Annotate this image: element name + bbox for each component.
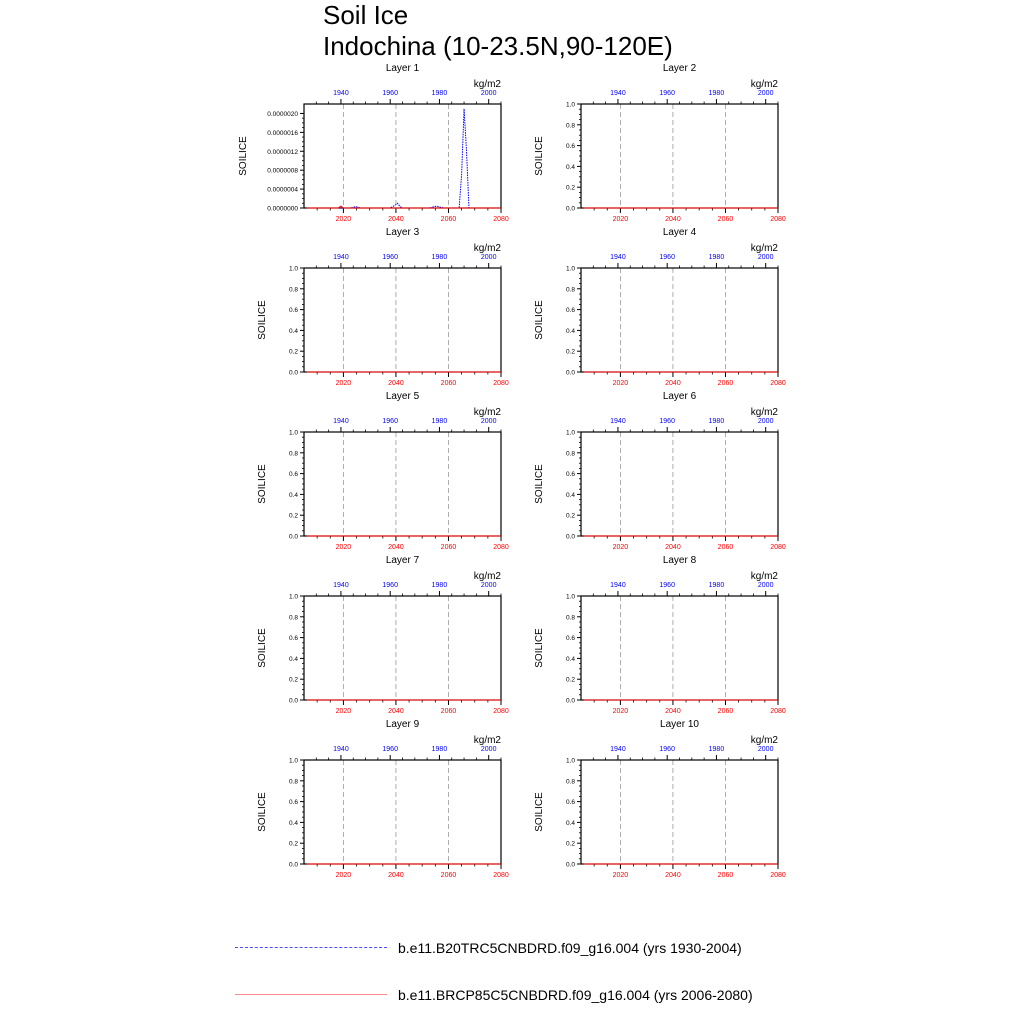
y-tick-label: 0.8	[288, 614, 298, 622]
y-tick-label: 0.2	[565, 512, 575, 520]
y-tick-label: 1.0	[565, 593, 575, 601]
y-tick-label: 0.0	[288, 369, 298, 377]
x-bottom-tick-label: 2080	[770, 708, 786, 715]
x-bottom-tick-label: 2020	[335, 544, 352, 551]
y-tick-label: 0.6	[288, 471, 298, 479]
x-top-tick-label: 1960	[382, 90, 398, 97]
units-label: kg/m2	[750, 735, 778, 746]
y-tick-label: 0.8	[565, 778, 575, 786]
y-tick-label: 1.0	[565, 265, 575, 273]
x-top-tick-label: 1960	[382, 582, 398, 589]
x-top-tick-label: 1960	[382, 418, 398, 425]
x-top-tick-label: 1940	[610, 418, 626, 425]
y-tick-label: 0.8	[565, 614, 575, 622]
x-bottom-tick-label: 2020	[612, 708, 629, 715]
plot-frame	[304, 432, 501, 536]
legend-label-future: b.e11.BRCP85C5CNBDRD.f09_g16.004 (yrs 2006-2080)	[398, 987, 753, 1003]
x-bottom-tick-label: 2040	[388, 872, 404, 879]
y-axis-label: SOILICE	[238, 136, 249, 176]
x-bottom-tick-label: 2040	[665, 872, 681, 879]
x-top-tick-label: 2000	[757, 418, 774, 425]
x-top-tick-label: 2000	[757, 582, 774, 589]
y-axis-label: SOILICE	[534, 792, 545, 832]
x-bottom-tick-label: 2060	[717, 872, 734, 879]
x-top-tick-label: 2000	[480, 746, 497, 753]
y-tick-label: 0.2	[565, 348, 575, 356]
x-top-tick-label: 1980	[708, 418, 725, 425]
units-label: kg/m2	[473, 735, 501, 746]
x-top-tick-label: 1980	[708, 582, 725, 589]
units-label: kg/m2	[750, 79, 778, 90]
y-tick-label: 0.8	[565, 122, 575, 130]
x-bottom-tick-label: 2040	[665, 216, 681, 223]
x-bottom-tick-label: 2040	[665, 544, 681, 551]
legend-entry-historical	[230, 936, 830, 960]
x-bottom-tick-label: 2060	[717, 544, 734, 551]
x-top-tick-label: 1940	[333, 418, 349, 425]
x-top-tick-label: 2000	[757, 254, 774, 261]
x-bottom-tick-label: 2020	[612, 216, 629, 223]
legend-swatch-future	[235, 994, 387, 995]
x-top-tick-label: 1980	[431, 582, 448, 589]
x-bottom-tick-label: 2080	[493, 380, 509, 387]
x-bottom-tick-label: 2060	[717, 708, 734, 715]
y-tick-label: 0.6	[565, 799, 575, 807]
y-tick-label: 0.2	[565, 840, 575, 848]
panel-title: Layer 3	[385, 227, 420, 238]
x-top-tick-label: 1960	[659, 254, 675, 261]
x-bottom-tick-label: 2020	[335, 708, 352, 715]
x-bottom-tick-label: 2080	[493, 216, 509, 223]
x-bottom-tick-label: 2060	[717, 380, 734, 387]
y-tick-label: 0.4	[565, 491, 575, 499]
plot-frame	[581, 760, 778, 864]
y-axis-label: SOILICE	[534, 136, 545, 176]
x-top-tick-label: 2000	[480, 254, 497, 261]
y-tick-label: 0.2	[288, 512, 298, 520]
chart-title-line1: Soil Ice	[323, 0, 409, 30]
legend-label-historical: b.e11.B20TRC5CNBDRD.f09_g16.004 (yrs 1930-2004)	[398, 940, 742, 956]
y-tick-label: 0.0000000	[267, 205, 298, 213]
x-bottom-tick-label: 2060	[440, 872, 457, 879]
y-tick-label: 0.2	[565, 184, 575, 192]
plot-frame	[304, 760, 501, 864]
y-tick-label: 0.0	[565, 861, 575, 869]
chart-panel-layer-9	[257, 719, 509, 879]
y-tick-label: 0.2	[288, 348, 298, 356]
chart-title-line2: Indochina (10-23.5N,90-120E)	[323, 31, 673, 61]
x-bottom-tick-label: 2040	[388, 708, 404, 715]
y-tick-label: 1.0	[565, 757, 575, 765]
y-axis-label: SOILICE	[534, 300, 545, 340]
plot-frame	[581, 432, 778, 536]
x-top-tick-label: 1940	[333, 582, 349, 589]
y-tick-label: 0.0	[565, 205, 575, 213]
y-tick-label: 0.6	[565, 307, 575, 315]
legend-entry-future	[230, 983, 830, 1007]
y-tick-label: 0.2	[565, 676, 575, 684]
y-axis-label: SOILICE	[534, 464, 545, 504]
y-tick-label: 0.4	[565, 327, 575, 335]
x-bottom-tick-label: 2020	[612, 544, 629, 551]
x-bottom-tick-label: 2020	[612, 380, 629, 387]
x-bottom-tick-label: 2020	[335, 216, 352, 223]
x-top-tick-label: 1960	[382, 254, 398, 261]
chart-panel-layer-7	[257, 555, 509, 715]
x-top-tick-label: 1940	[610, 746, 626, 753]
panel-title: Layer 10	[660, 719, 699, 730]
panel-title: Layer 2	[662, 63, 697, 74]
plot-frame	[304, 104, 501, 208]
x-bottom-tick-label: 2040	[388, 216, 404, 223]
panel-title: Layer 6	[662, 391, 697, 402]
legend-swatch-historical	[235, 947, 387, 948]
x-bottom-tick-label: 2060	[717, 216, 734, 223]
panel-title: Layer 5	[385, 391, 420, 402]
x-top-tick-label: 1980	[708, 746, 725, 753]
chart-panel-layer-5	[257, 391, 509, 551]
y-tick-label: 1.0	[288, 265, 298, 273]
x-top-tick-label: 1980	[431, 254, 448, 261]
x-bottom-tick-label: 2060	[440, 544, 457, 551]
x-bottom-tick-label: 2040	[665, 708, 681, 715]
x-top-tick-label: 1980	[708, 254, 725, 261]
y-tick-label: 0.0000016	[267, 129, 298, 137]
y-tick-label: 0.4	[288, 327, 298, 335]
x-top-tick-label: 1980	[431, 418, 448, 425]
x-top-tick-label: 2000	[480, 90, 497, 97]
y-tick-label: 0.4	[288, 491, 298, 499]
y-tick-label: 0.6	[565, 471, 575, 479]
units-label: kg/m2	[473, 243, 501, 254]
x-bottom-tick-label: 2080	[770, 872, 786, 879]
x-top-tick-label: 1940	[610, 582, 626, 589]
y-tick-label: 0.4	[288, 655, 298, 663]
units-label: kg/m2	[750, 571, 778, 582]
series-line-future	[307, 206, 501, 208]
y-axis-label: SOILICE	[534, 628, 545, 668]
x-bottom-tick-label: 2040	[665, 380, 681, 387]
x-bottom-tick-label: 2020	[612, 872, 629, 879]
x-top-tick-label: 1980	[708, 90, 725, 97]
x-top-tick-label: 1960	[659, 418, 675, 425]
y-tick-label: 0.0	[565, 369, 575, 377]
y-tick-label: 0.0000020	[267, 110, 298, 118]
chart-panel-layer-3	[257, 227, 509, 387]
y-tick-label: 0.4	[288, 819, 298, 827]
y-tick-label: 0.8	[288, 778, 298, 786]
x-bottom-tick-label: 2040	[388, 544, 404, 551]
y-tick-label: 0.6	[565, 143, 575, 151]
panel-title: Layer 4	[662, 227, 697, 238]
panel-title: Layer 1	[385, 63, 420, 74]
y-axis-label: SOILICE	[257, 628, 268, 668]
plot-frame	[581, 596, 778, 700]
x-bottom-tick-label: 2060	[440, 708, 457, 715]
chart-panel-layer-4	[534, 227, 786, 387]
x-top-tick-label: 1980	[431, 746, 448, 753]
y-tick-label: 0.6	[565, 635, 575, 643]
x-top-tick-label: 2000	[757, 90, 774, 97]
x-top-tick-label: 1940	[333, 254, 349, 261]
y-tick-label: 0.0	[288, 861, 298, 869]
y-tick-label: 0.4	[565, 819, 575, 827]
y-tick-label: 0.8	[288, 450, 298, 458]
x-bottom-tick-label: 2060	[440, 380, 457, 387]
x-top-tick-label: 1940	[333, 90, 349, 97]
y-tick-label: 0.2	[288, 840, 298, 848]
x-top-tick-label: 2000	[757, 746, 774, 753]
y-tick-label: 0.4	[565, 655, 575, 663]
panel-title: Layer 8	[662, 555, 697, 566]
units-label: kg/m2	[473, 571, 501, 582]
x-top-tick-label: 1980	[431, 90, 448, 97]
x-top-tick-label: 2000	[480, 418, 497, 425]
x-top-tick-label: 1960	[659, 90, 675, 97]
x-bottom-tick-label: 2020	[335, 380, 352, 387]
y-tick-label: 0.0000004	[267, 186, 298, 194]
units-label: kg/m2	[750, 243, 778, 254]
x-bottom-tick-label: 2080	[770, 216, 786, 223]
x-bottom-tick-label: 2080	[770, 380, 786, 387]
y-tick-label: 1.0	[565, 429, 575, 437]
x-bottom-tick-label: 2060	[440, 216, 457, 223]
y-tick-label: 0.0000012	[267, 148, 298, 156]
units-label: kg/m2	[473, 79, 501, 90]
y-tick-label: 0.8	[288, 286, 298, 294]
units-label: kg/m2	[750, 407, 778, 418]
y-tick-label: 0.0	[565, 697, 575, 705]
y-tick-label: 0.2	[288, 676, 298, 684]
x-bottom-tick-label: 2080	[770, 544, 786, 551]
y-tick-label: 1.0	[288, 429, 298, 437]
y-tick-label: 0.8	[565, 450, 575, 458]
y-tick-label: 0.6	[288, 799, 298, 807]
y-axis-label: SOILICE	[257, 464, 268, 504]
chart-panel-layer-1	[238, 63, 509, 223]
x-top-tick-label: 2000	[480, 582, 497, 589]
y-tick-label: 0.6	[288, 307, 298, 315]
chart-panel-layer-2	[534, 63, 786, 223]
chart-panel-layer-6	[534, 391, 786, 551]
y-tick-label: 0.0	[565, 533, 575, 541]
y-tick-label: 0.8	[565, 286, 575, 294]
panel-title: Layer 9	[385, 719, 420, 730]
x-bottom-tick-label: 2020	[335, 872, 352, 879]
x-top-tick-label: 1940	[333, 746, 349, 753]
x-top-tick-label: 1940	[610, 254, 626, 261]
x-top-tick-label: 1960	[659, 582, 675, 589]
x-bottom-tick-label: 2080	[493, 708, 509, 715]
y-tick-label: 0.6	[288, 635, 298, 643]
y-axis-label: SOILICE	[257, 792, 268, 832]
y-tick-label: 0.4	[565, 163, 575, 171]
plot-frame	[581, 104, 778, 208]
x-top-tick-label: 1940	[610, 90, 626, 97]
x-top-tick-label: 1960	[659, 746, 675, 753]
x-bottom-tick-label: 2040	[388, 380, 404, 387]
y-tick-label: 1.0	[288, 757, 298, 765]
plot-frame	[304, 596, 501, 700]
chart-panel-layer-10	[534, 719, 786, 879]
y-tick-label: 0.0000008	[267, 167, 298, 175]
plot-frame	[304, 268, 501, 372]
plot-frame	[581, 268, 778, 372]
x-bottom-tick-label: 2080	[493, 872, 509, 879]
x-top-tick-label: 1960	[382, 746, 398, 753]
y-tick-label: 0.0	[288, 533, 298, 541]
y-axis-label: SOILICE	[257, 300, 268, 340]
units-label: kg/m2	[473, 407, 501, 418]
panel-title: Layer 7	[385, 555, 420, 566]
y-tick-label: 1.0	[288, 593, 298, 601]
x-bottom-tick-label: 2080	[493, 544, 509, 551]
y-tick-label: 0.0	[288, 697, 298, 705]
y-tick-label: 1.0	[565, 101, 575, 109]
chart-panel-layer-8	[534, 555, 786, 715]
